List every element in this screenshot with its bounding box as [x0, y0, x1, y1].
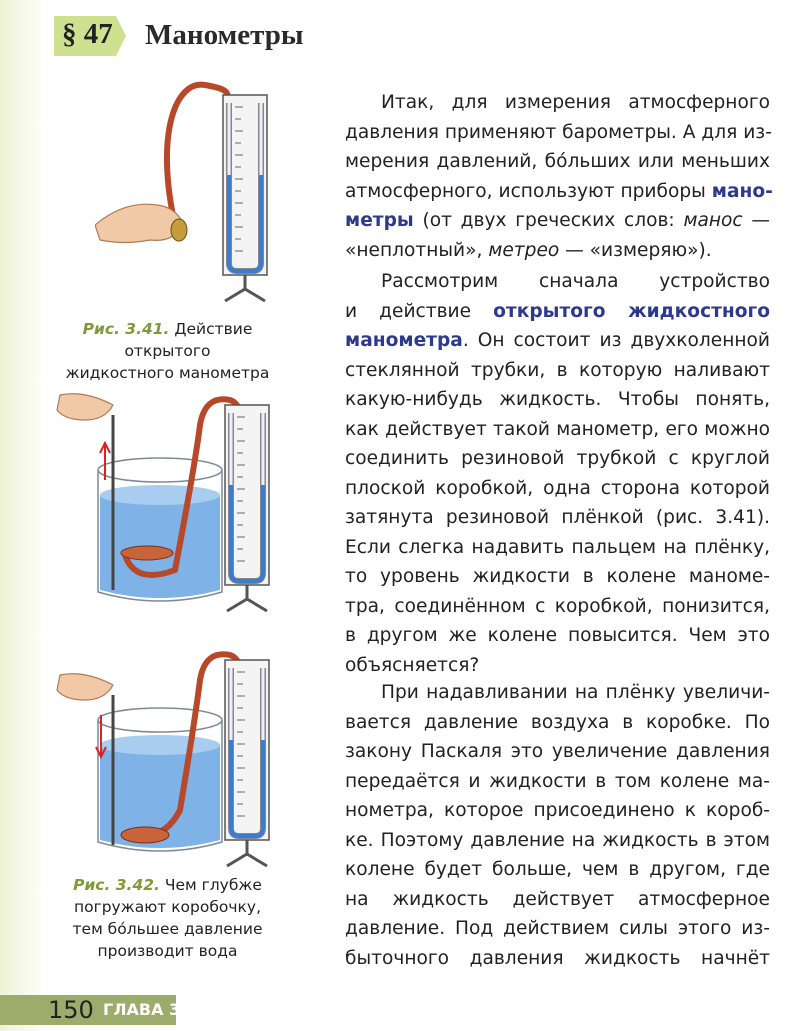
text-line	[345, 147, 770, 177]
term-highlight: манометра	[345, 330, 463, 351]
figure-label: Рис. 3.42.	[73, 876, 160, 894]
text-line	[345, 651, 770, 681]
text-span: как действует такой манометр, его можно	[345, 418, 770, 440]
text-line	[345, 236, 770, 266]
figure-3-42-top-illustration	[55, 385, 295, 615]
text-line	[345, 177, 773, 207]
text-span: в другом же колене повысится. Чем это	[345, 625, 770, 646]
text-span: давления применяют барометры. А для из-	[345, 121, 772, 143]
text-span: При надавливании на плёнку увеличи-	[381, 682, 770, 703]
text-span: на жидкость действует атмосферное	[345, 888, 770, 910]
text-line	[345, 944, 770, 974]
text-span: Рассмотрим сначала устройство	[381, 271, 770, 292]
chapter-label: ГЛАВА 3	[103, 1000, 181, 1019]
page-title: Манометры	[145, 19, 304, 51]
text-span: соединить резиновой трубкой с круглой	[345, 448, 770, 469]
text-span: давление. Под действием силы этого из-	[345, 918, 770, 939]
text-line	[345, 206, 770, 236]
text-span: закону Паскаля это увеличение давления	[345, 741, 770, 762]
text-line	[345, 767, 770, 797]
text-line	[345, 444, 770, 474]
hand-icon	[95, 204, 183, 242]
caption-text: Чем глубже	[164, 876, 262, 894]
figure-3-41-illustration	[95, 75, 295, 310]
text-line	[345, 326, 770, 356]
text-span: манос	[683, 210, 743, 231]
figure-3-42-bottom-illustration	[55, 640, 295, 870]
text-line	[345, 118, 770, 148]
text-span: — «измеряю»).	[559, 239, 712, 261]
text-span: . Он состоит из двухколенной	[462, 330, 770, 351]
text-span: объясняется?	[345, 654, 480, 676]
text-span: Если слегка надавить пальцем на плёнку,	[345, 536, 770, 558]
text-line	[345, 592, 770, 622]
text-span: затянута резиновой плёнкой (рис. 3.41).	[345, 507, 770, 528]
text-line	[345, 474, 770, 504]
text-span: плоской коробкой, одна сторона которой	[345, 477, 770, 499]
text-line	[345, 678, 770, 708]
text-span: вается давление воздуха в коробке. По	[345, 711, 770, 733]
figure-3-41-caption	[40, 318, 295, 384]
page-number: 150	[48, 996, 94, 1024]
text-span: мерения давлений, бо́льших или меньших	[345, 151, 770, 172]
caption-text: тем бо́льшее давление	[72, 920, 263, 938]
text-line	[345, 885, 770, 915]
figure-3-42-caption	[40, 874, 295, 962]
body-paragraph-1	[345, 88, 773, 265]
text-line	[345, 88, 770, 118]
text-span: «неплотный»,	[345, 239, 489, 261]
caption-text: Действие открытого	[124, 320, 253, 360]
text-span: Итак, для измерения атмосферного	[381, 92, 770, 113]
text-line	[345, 533, 770, 563]
caption-text: производит вода	[97, 942, 238, 960]
term-highlight: открытого жидкостного	[493, 300, 770, 322]
text-span: передаётся и жидкости в том колене ма-	[345, 770, 770, 792]
caption-text: жидкостного манометра	[65, 364, 270, 382]
body-paragraph-3	[345, 678, 770, 973]
text-line	[345, 855, 770, 885]
figure-label: Рис. 3.41.	[82, 320, 170, 338]
text-span: атмосферного, используют приборы	[345, 180, 712, 202]
text-span: стеклянной трубки, в которую наливают	[345, 359, 770, 381]
text-span: колене будет больше, чем в другом, где	[345, 859, 770, 880]
text-span: и действие	[345, 300, 494, 322]
page-margin-strip	[0, 0, 45, 1031]
text-span: ке. Поэтому давление на жидкость в этом	[345, 829, 770, 851]
text-line	[345, 737, 770, 767]
text-span: —	[742, 210, 770, 231]
text-line	[345, 621, 770, 651]
text-span: нометра, которое присоединено к короб-	[345, 800, 770, 821]
text-line	[345, 708, 770, 738]
text-line	[345, 356, 770, 386]
text-line	[345, 503, 770, 533]
section-number: § 47	[62, 18, 113, 50]
term-highlight: мано-	[711, 180, 773, 202]
text-line	[345, 562, 770, 592]
caption-text: погружают коробочку,	[73, 898, 262, 916]
text-span: какую-нибудь жидкость. Чтобы понять,	[345, 389, 770, 410]
text-span: (от двух греческих слов:	[413, 210, 684, 231]
text-span: метрео	[488, 239, 560, 261]
term-highlight: метры	[345, 210, 414, 231]
text-line	[345, 297, 770, 327]
text-line	[345, 914, 770, 944]
text-line	[345, 796, 770, 826]
text-span: тра, соединённом с коробкой, понизится,	[345, 595, 770, 617]
text-line	[345, 267, 770, 297]
text-line	[345, 415, 770, 445]
text-span: то уровень жидкости в колене маноме-	[345, 566, 770, 587]
body-paragraph-2	[345, 267, 770, 680]
text-line	[345, 826, 770, 856]
text-span: быточного давления жидкость начнёт	[345, 947, 770, 969]
text-line	[345, 385, 770, 415]
